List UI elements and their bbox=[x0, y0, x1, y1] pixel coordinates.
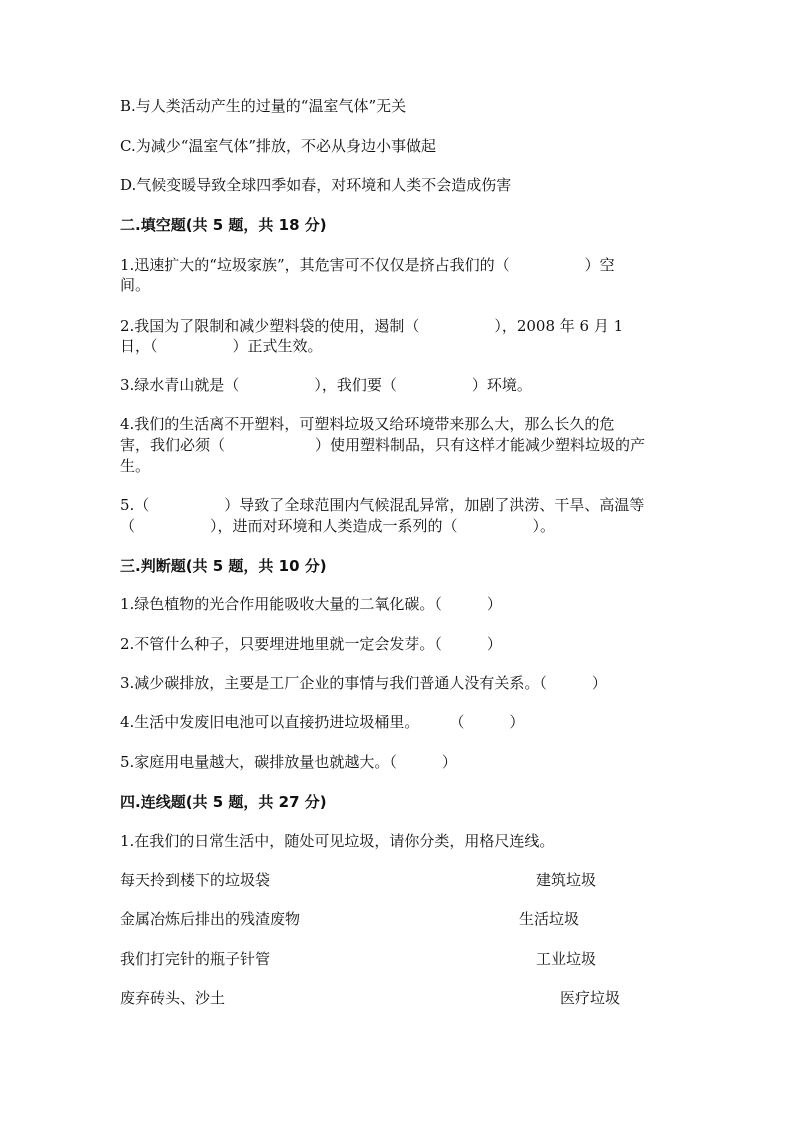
fill-q1-line1: 1.迅速扩大的“垃圾家族”，其危害可不仅仅是挤占我们的（ ）空 bbox=[120, 256, 615, 274]
fill-q5-line2: （ ），进而对环境和人类造成一系列的（ ）。 bbox=[120, 517, 556, 535]
tf-q5: 5.家庭用电量越大，碳排放量也就越大。（ ） bbox=[120, 753, 457, 771]
section-heading-fill-blank: 二.填空题(共 5 题，共 18 分) bbox=[120, 216, 327, 234]
match-left-item: 金属冶炼后排出的残渣废物 bbox=[120, 910, 301, 928]
fill-q4-line1: 4.我们的生活离不开塑料，可塑料垃圾又给环境带来那么大，那么长久的危 bbox=[120, 415, 615, 433]
fill-q4-line2: 害，我们必须（ ）使用塑料制品，只有这样才能减少塑料垃圾的产 bbox=[120, 436, 646, 454]
section-heading-matching: 四.连线题(共 5 题，共 27 分) bbox=[120, 793, 327, 811]
option-d: D.气候变暖导致全球四季如春，对环境和人类不会造成伤害 bbox=[120, 176, 512, 194]
tf-q2: 2.不管什么种子，只要埋进地里就一定会发芽。（ ） bbox=[120, 635, 502, 653]
fill-q1-line2: 间。 bbox=[120, 276, 151, 294]
tf-q3: 3.减少碳排放，主要是工厂企业的事情与我们普通人没有关系。（ ） bbox=[120, 674, 607, 692]
match-right-item: 生活垃圾 bbox=[519, 910, 580, 928]
match-left-item: 废弃砖头、沙土 bbox=[120, 989, 226, 1007]
fill-q2-line2: 日，（ ）正式生效。 bbox=[120, 337, 323, 355]
match-left-item: 每天拎到楼下的垃圾袋 bbox=[120, 871, 271, 889]
tf-q1: 1.绿色植物的光合作用能吸收大量的二氧化碳。（ ） bbox=[120, 595, 502, 613]
option-b: B.与人类活动产生的过量的“温室气体”无关 bbox=[120, 97, 407, 115]
matching-q1: 1.在我们的日常生活中，随处可见垃圾，请你分类，用格尺连线。 bbox=[120, 832, 555, 850]
fill-q4-line3: 生。 bbox=[120, 457, 151, 475]
match-right-item: 医疗垃圾 bbox=[560, 989, 621, 1007]
match-left-item: 我们打完针的瓶子针管 bbox=[120, 950, 271, 968]
fill-q5-line1: 5.（ ）导致了全球范围内气候混乱异常，加剧了洪涝、干旱、高温等 bbox=[120, 496, 645, 514]
tf-q4: 4.生活中发废旧电池可以直接扔进垃圾桶里。 （ ） bbox=[120, 713, 525, 731]
fill-q3-line1: 3.绿水青山就是（ ），我们要（ ）环境。 bbox=[120, 376, 532, 394]
option-c: C.为减少“温室气体”排放，不必从身边小事做起 bbox=[120, 137, 437, 155]
fill-q2-line1: 2.我国为了限制和减少塑料袋的使用，遏制（ ），2008 年 6 月 1 bbox=[120, 317, 624, 335]
match-right-item: 工业垃圾 bbox=[536, 950, 597, 968]
match-right-item: 建筑垃圾 bbox=[536, 871, 597, 889]
section-heading-true-false: 三.判断题(共 5 题，共 10 分) bbox=[120, 557, 327, 575]
